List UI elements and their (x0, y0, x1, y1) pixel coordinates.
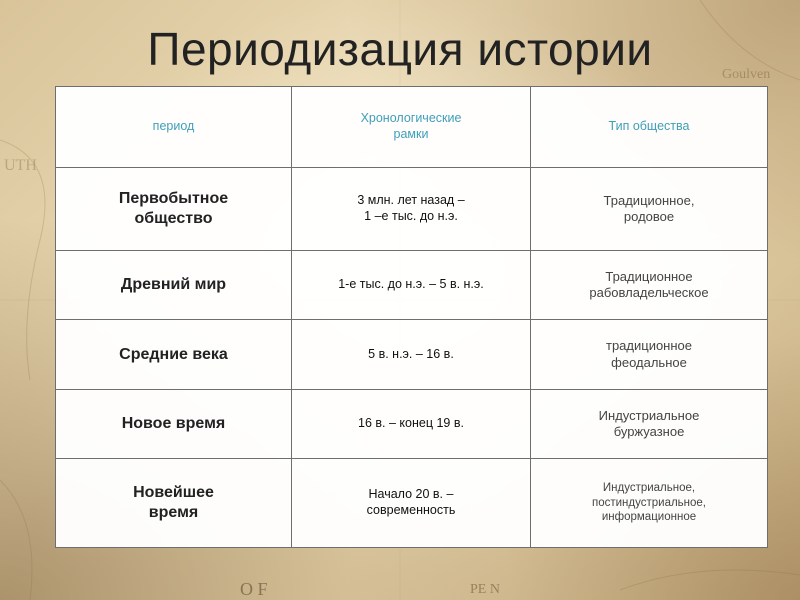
table-row (56, 168, 768, 251)
chronology-cell: 3 млн. лет назад – 1 –е тыс. до н.э. (292, 168, 531, 251)
society-type-cell: Традиционное рабовладельческое (531, 251, 768, 320)
column-header-chronology: Хронологические рамки (292, 87, 531, 168)
period-cell: Новейшее время (56, 459, 292, 548)
chronology-cell: Начало 20 в. – современность (292, 459, 531, 548)
table-row (56, 251, 768, 320)
page-title: Периодизация истории (147, 23, 653, 75)
period-cell: Древний мир (56, 251, 292, 320)
table-row (56, 320, 768, 389)
period-cell: Средние века (56, 320, 292, 389)
chronology-cell: 5 в. н.э. – 16 в. (292, 320, 531, 389)
period-cell: Первобытное общество (56, 168, 292, 251)
chronology-cell: 1-е тыс. до н.э. – 5 в. н.э. (292, 251, 531, 320)
table-row (56, 459, 768, 548)
map-label: UTH (4, 157, 37, 174)
table-header-row (56, 87, 768, 168)
society-type-cell: Традиционное, родовое (531, 168, 768, 251)
map-label: O F (240, 579, 268, 599)
column-header-society-type: Тип общества (531, 87, 768, 168)
periodization-table (55, 86, 768, 548)
column-header-period: период (56, 87, 292, 168)
table-row (56, 389, 768, 458)
period-cell: Новое время (56, 389, 292, 458)
map-label: PE N (470, 582, 500, 597)
society-type-cell: традиционное феодальное (531, 320, 768, 389)
society-type-cell: Индустриальное, постиндустриальное, информационное (531, 459, 768, 548)
map-label: Goulven (722, 67, 771, 82)
chronology-cell: 16 в. – конец 19 в. (292, 389, 531, 458)
society-type-cell: Индустриальное буржуазное (531, 389, 768, 458)
